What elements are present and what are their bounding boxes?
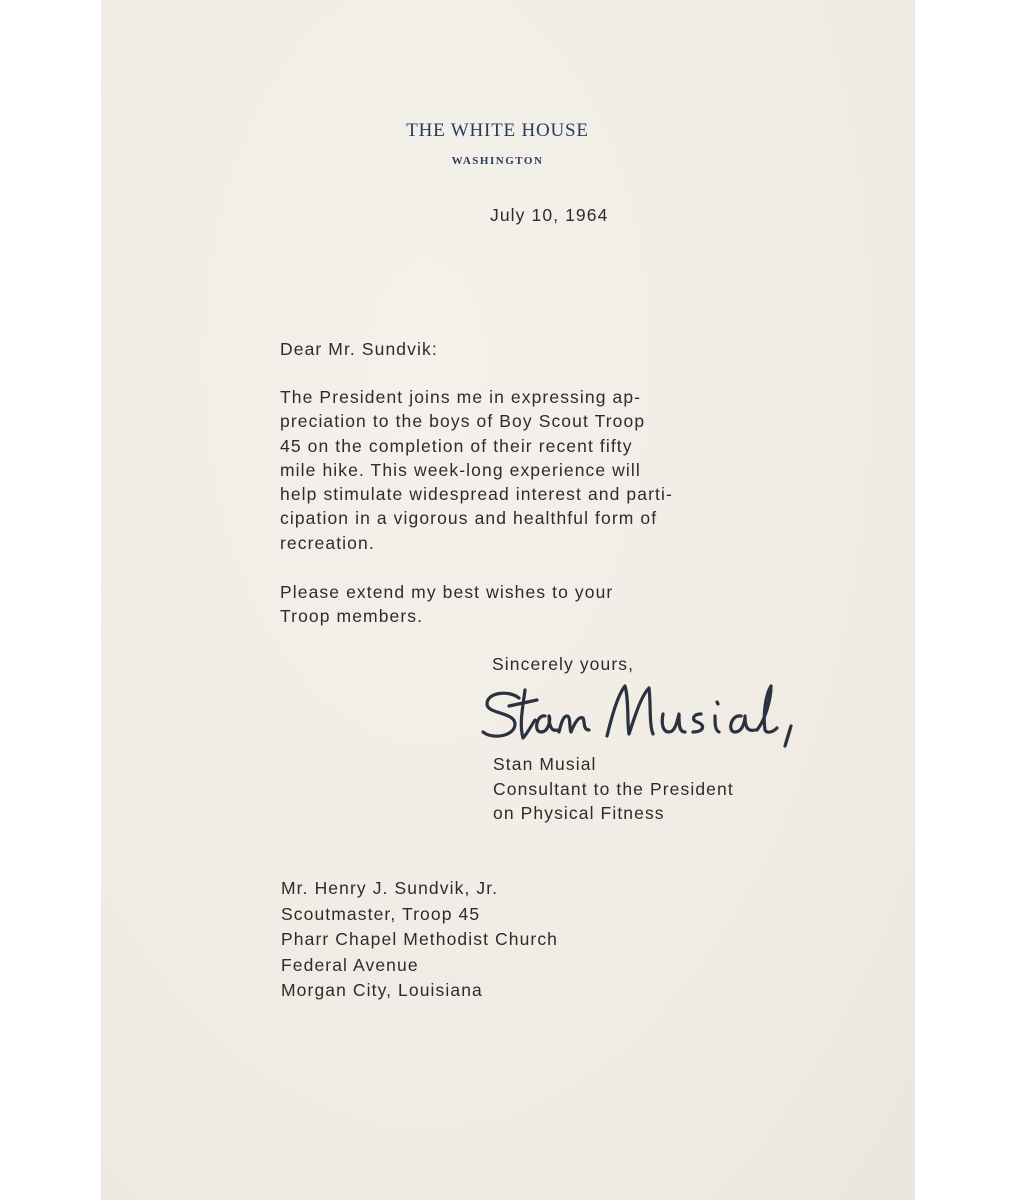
address-line: Federal Avenue [281,954,419,975]
address-line: Mr. Henry J. Sundvik, Jr. [281,878,499,898]
body-line: The President joins me in expressing ap- [280,387,642,407]
body-line: preciation to the boys of Boy Scout Troop [280,411,646,432]
signer-title-line-1: Consultant to the President [493,778,734,799]
body-paragraph-1 [280,385,673,555]
letter-page [101,0,915,1200]
handwritten-signature [479,676,819,756]
body-line: mile hike. This week-long experience will [280,459,641,480]
address-line: Pharr Chapel Methodist Church [281,929,559,949]
salutation: Dear Mr. Sundvik: [280,339,438,359]
address-line: Morgan City, Louisiana [281,980,483,1000]
body-line: 45 on the completion of their recent fifty [280,435,633,456]
signer-title-line-2: on Physical Fitness [493,803,665,823]
recipient-address [281,876,558,1004]
body-line: Troop members. [280,606,424,627]
signer-name: Stan Musial [493,754,597,774]
closing: Sincerely yours, [492,654,635,674]
address-line: Scoutmaster, Troop 45 [281,903,481,924]
body-line: Please extend my best wishes to your [280,582,614,602]
letterhead-title: THE WHITE HOUSE [406,120,589,141]
body-paragraph-2 [280,580,613,629]
signature-block [493,752,734,826]
body-line: recreation. [280,532,375,553]
body-line: cipation in a vigorous and healthful form of [280,508,658,529]
body-line: help stimulate widespread interest and parti- [280,484,673,505]
letter-date: July 10, 1964 [490,205,609,225]
letterhead-subtitle: WASHINGTON [451,155,544,167]
